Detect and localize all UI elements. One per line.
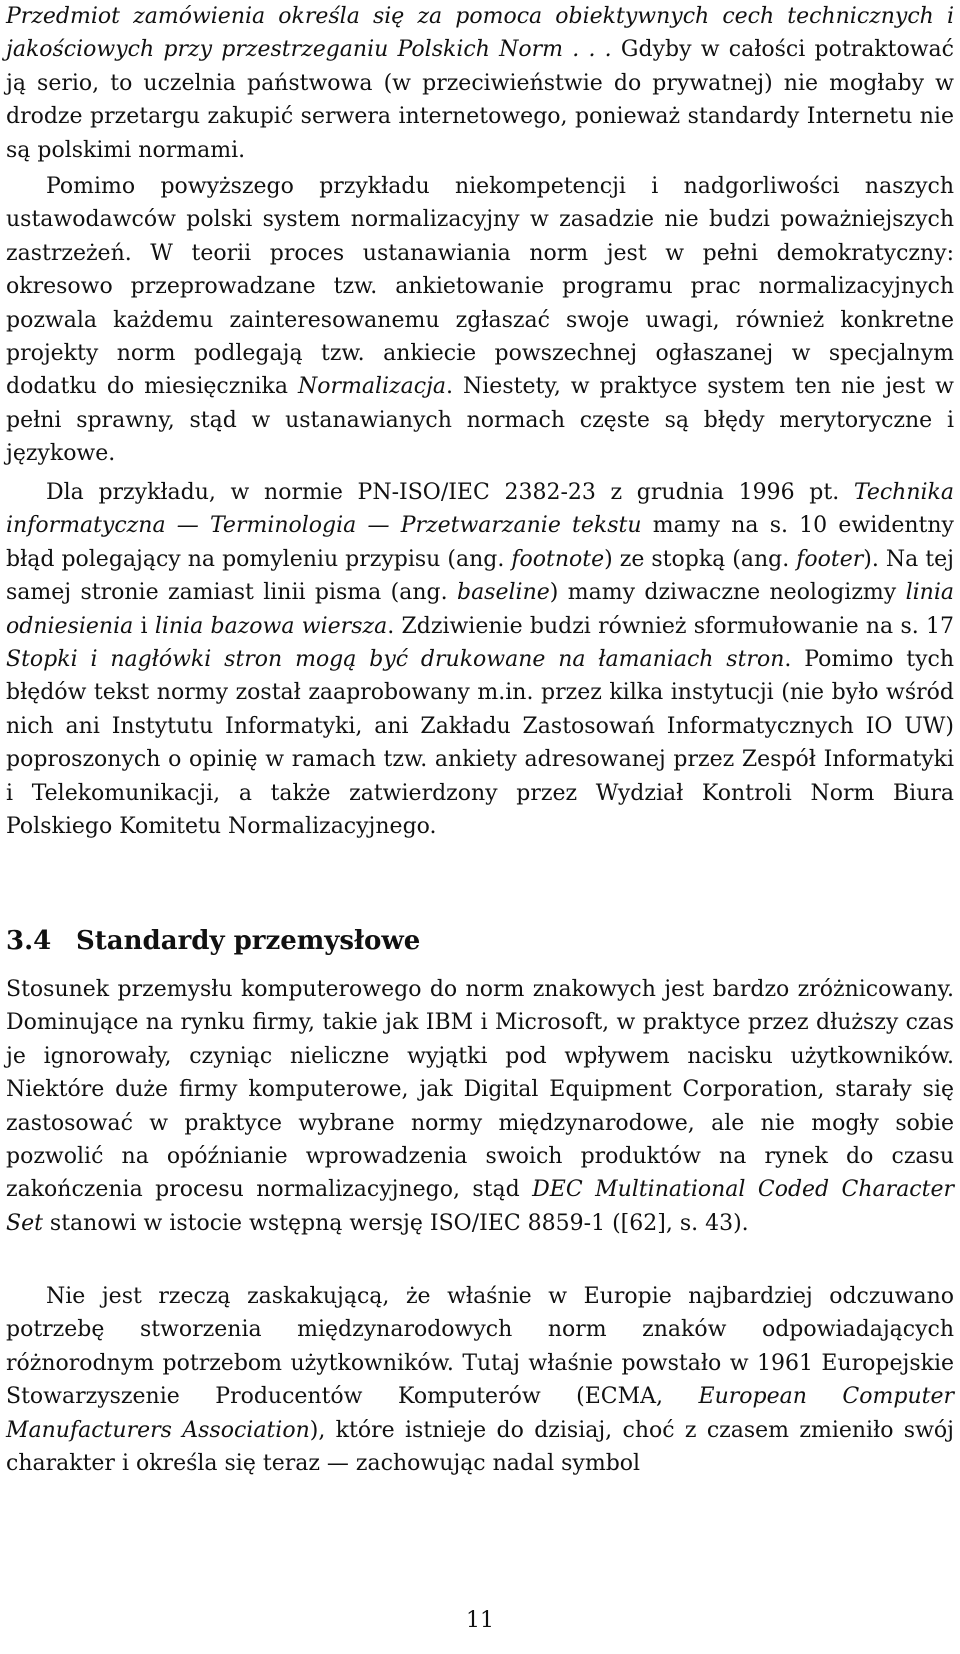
italic-text: linia bazowa wiersza (154, 613, 388, 639)
text-run: i (133, 613, 155, 639)
text-run: Dla przykładu, w normie PN-ISO/IEC 2382-23 z grudnia 1996 pt. (46, 480, 854, 505)
text-run: . Pomimo tych błędów tekst normy został zaaprobowany m.in. przez kilka instytucji (nie było wśród nich ani Instytutu Informatyki, ani Zakładu Zastosowań Informatycznych IO UW) poproszonych o opinię w ramach tzw. ankiety adresowanej przez Zespół Informatyki i Telekomunikacji, a także zatwierdzony przez Wydział Kontroli Norm Biura Polskiego Komitetu Normalizacyjnego. (6, 647, 955, 840)
text-run: ) mamy dziwaczne neologizmy (549, 580, 906, 606)
section-number: 3.4 (6, 926, 52, 956)
paragraph (6, 1280, 954, 1480)
text-run: mamy na s. 10 ewidentny błąd polegający na pomyleniu przypisu (ang. (6, 513, 954, 572)
italic-text: Przedmiot zamówienia określa się za pomoca obiektywnych cech technicznych i jakościowych przy przestrzeganiu Polskich Norm . . . (6, 4, 954, 63)
italic-text: Normalizacja (298, 374, 447, 400)
paragraph (6, 476, 954, 843)
text-run: Stosunek przemysłu komputerowego do norm znakowych jest bardzo zróżnicowany. Dominujące na rynku firmy, takie jak IBM i Microsoft, w praktyce przez dłuższy czas je ignorowały, czyniąc nieliczne wyjątki pod wpływem nacisku użytkowników. Niektóre duże firmy komputerowe, jak Digital Equipment Corporation, starały się zastosować w praktyce wybrane normy międzynarodowe, ale nie mogły sobie pozwolić na opóźnianie wprowadzenia swoich produktów na rynek do czasu zakończenia procesu normalizacyjnego, stąd (6, 977, 954, 1203)
text-run: stanowi w istocie wstępną wersję ISO/IEC 8859-1 ([62], s. 43). (42, 1210, 749, 1236)
text-run: ) ze stopką (ang. (604, 546, 797, 572)
italic-text: linia odniesienia (6, 580, 954, 639)
italic-text: Stopki i nagłówki stron mogą być drukowane na łamaniach stron (6, 647, 785, 673)
text-run: Nie jest rzeczą zaskakującą, że właśnie w Europie najbardziej odczuwano potrzebę stworzenia międzynarodowych norm znaków odpowiadających różnorodnym potrzebom użytkowników. Tutaj właśnie powstało w 1961 Europejskie Stowarzyszenie Producentów Komputerów (ECMA, (6, 1284, 954, 1410)
paragraph (6, 973, 954, 1240)
text-run: . Zdziwienie budzi również sformułowanie na s. 17 (387, 613, 955, 639)
italic-text: European Computer Manufacturers Association (6, 1384, 954, 1443)
italic-text: footer (796, 546, 864, 572)
italic-text: DEC Multinational Coded Character Set (6, 1177, 955, 1236)
text-run: . Niestety, w praktyce system ten nie jest w pełni sprawny, stąd w ustanawianych normach częste są błędy merytoryczne i językowe. (6, 374, 954, 467)
section-title: Standardy przemysłowe (76, 926, 421, 956)
italic-text: footnote (511, 546, 605, 572)
text-run: ), które istnieje do dzisiaj, choć z czasem zmieniło swój charakter i określa się teraz — zachowując nadal symbol (6, 1417, 954, 1477)
section-heading (6, 921, 420, 961)
text-run: Pomimo powyższego przykładu niekompetencji i nadgorliwości naszych ustawodawców polski system normalizacyjny w zasadzie nie budzi poważniejszych zastrzeżeń. W teorii proces ustanawiania norm jest w pełni demokratyczny: okresowo przeprowadzane tzw. ankietowanie programu prac normalizacyjnych pozwala każdemu zainteresowanemu zgłaszać swoje uwagi, również konkretne projekty norm podlegają tzw. ankiecie powszechnej ogłaszanej w specjalnym dodatku do miesięcznika (6, 174, 954, 400)
italic-text: Technika informatyczna — Terminologia — Przetwarzanie tekstu (6, 480, 954, 539)
italic-text: baseline (456, 580, 550, 606)
text-run: Gdyby w całości potraktować ją serio, to uczelnia państwowa (w przeciwieństwie do prywatnej) nie mogłaby w drodze przetargu zakupić serwera internetowego, ponieważ standardy Internetu nie są polskimi normami. (6, 37, 954, 163)
paragraph (6, 0, 954, 167)
paragraph (6, 170, 954, 471)
text-run: ). Na tej samej stronie zamiast linii pisma (ang. (6, 546, 954, 606)
page-number: 11 (466, 1608, 494, 1633)
